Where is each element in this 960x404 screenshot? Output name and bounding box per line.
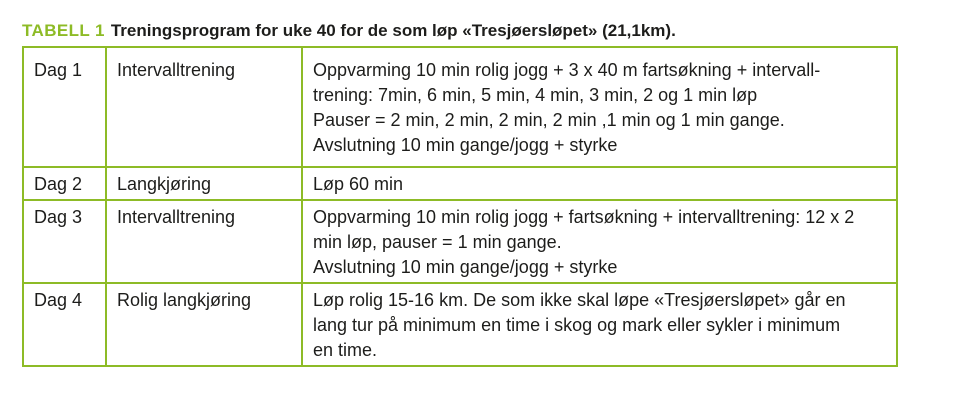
table-row [23,167,897,200]
description-line: en time. [313,340,378,360]
training-program-table [22,46,898,367]
day-cell: Dag 2 [23,167,106,200]
description-line: Løp rolig 15-16 km. De som ikke skal løpe «Tresjøersløpet» går en [313,290,846,310]
description-cell [302,283,897,366]
description-line: Løp 60 min [313,174,404,194]
table-number-label: TABELL 1 [22,21,105,40]
table-title: Treningsprogram for uke 40 for de som løp «Tresjøersløpet» (21,1km). [110,21,676,40]
description-cell [302,47,897,167]
day-cell: Dag 4 [23,283,106,366]
day-cell: Dag 1 [23,47,106,167]
description-line: lang tur på minimum en time i skog og mark eller sykler i minimum [313,315,841,335]
description-cell [302,167,897,200]
description-line: Avslutning 10 min gange/jogg + styrke [313,135,618,155]
training-type-cell: Langkjøring [106,167,302,200]
training-type-cell: Intervalltrening [106,47,302,167]
table-row [23,200,897,283]
description-line: Pauser = 2 min, 2 min, 2 min, 2 min ,1 min og 1 min gange. [313,110,785,130]
description-line: Oppvarming 10 min rolig jogg + 3 x 40 m fartsøkning + intervall- [313,60,821,80]
table-row [23,47,897,167]
table-row [23,283,897,366]
description-line: Avslutning 10 min gange/jogg + styrke [313,257,618,277]
description-line: min løp, pauser = 1 min gange. [313,232,562,252]
training-type-cell: Rolig langkjøring [106,283,302,366]
table-caption [22,20,676,42]
description-line: trening: 7min, 6 min, 5 min, 4 min, 3 min, 2 og 1 min løp [313,85,758,105]
description-line: Oppvarming 10 min rolig jogg + fartsøkning + intervalltrening: 12 x 2 [313,207,855,227]
description-cell [302,200,897,283]
training-type-cell: Intervalltrening [106,200,302,283]
day-cell: Dag 3 [23,200,106,283]
